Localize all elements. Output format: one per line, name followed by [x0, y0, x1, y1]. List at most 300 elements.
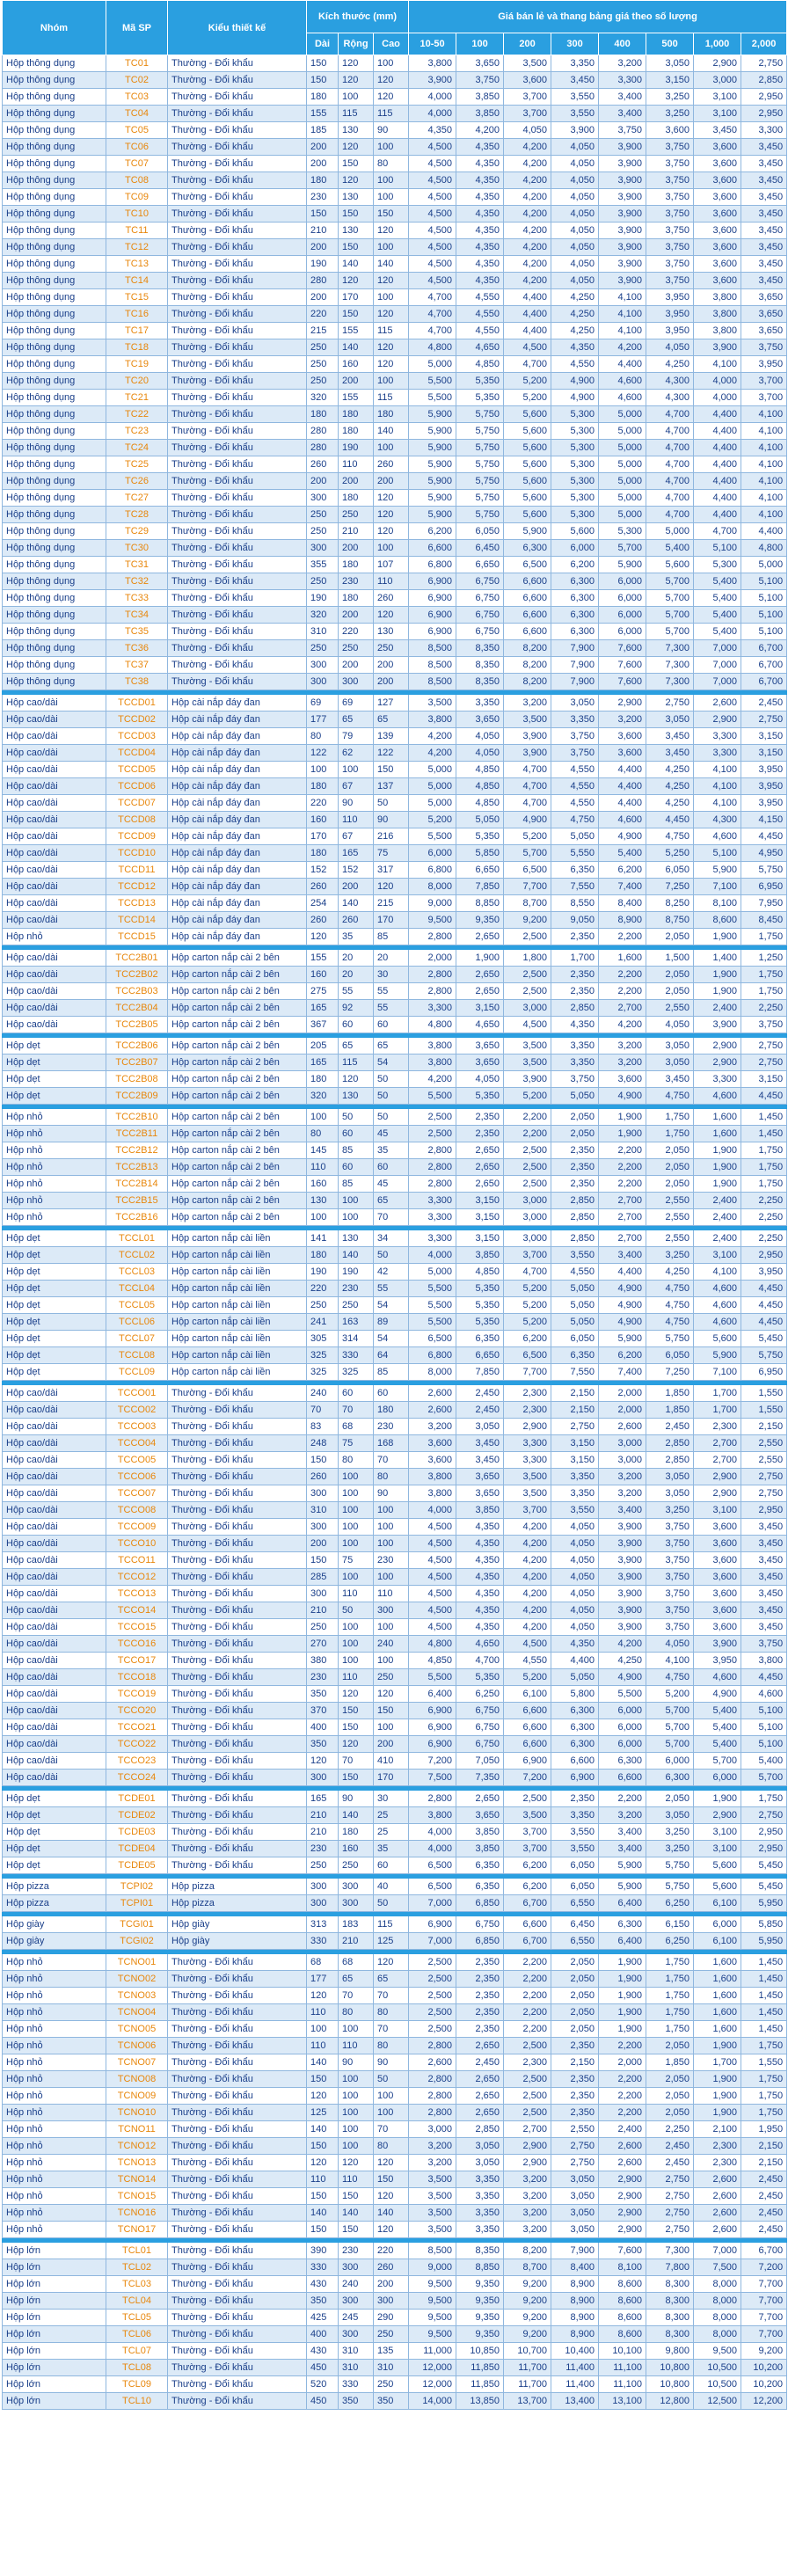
cell-price: 5,400	[694, 1736, 741, 1753]
cell-dimension: 260	[374, 590, 409, 607]
cell-price: 2,500	[409, 1988, 456, 2004]
cell-price: 2,300	[504, 1385, 551, 1402]
cell-price: 2,900	[599, 2222, 646, 2238]
cell-price: 11,700	[504, 2360, 551, 2376]
cell-price: 2,250	[741, 1193, 787, 1209]
cell-price: 5,600	[551, 523, 599, 540]
cell-price: 7,600	[599, 640, 646, 657]
cell-price: 4,700	[646, 440, 694, 456]
cell-price: 3,000	[599, 1452, 646, 1469]
cell-price: 2,350	[551, 1159, 599, 1176]
cell-dimension: 210	[339, 1933, 374, 1950]
cell-dimension: 183	[339, 1916, 374, 1933]
cell-price: 3,600	[599, 745, 646, 762]
cell-price: 3,150	[456, 1230, 504, 1247]
cell-price: 2,200	[504, 1126, 551, 1142]
cell-dimension: 55	[374, 1000, 409, 1017]
cell-price: 2,050	[551, 1126, 599, 1142]
cell-group: Hộp thông dụng	[3, 206, 106, 223]
cell-price: 4,600	[741, 1686, 787, 1703]
cell-code: TCCO09	[106, 1519, 168, 1536]
cell-dimension: 155	[307, 950, 339, 967]
cell-dimension: 100	[374, 139, 409, 156]
table-row	[3, 1435, 787, 1452]
cell-price: 5,300	[551, 490, 599, 507]
cell-price: 4,700	[646, 406, 694, 423]
cell-dimension: 250	[307, 1857, 339, 1874]
table-row	[3, 406, 787, 423]
cell-group: Hộp cao/dài	[3, 983, 106, 1000]
cell-dimension: 200	[307, 139, 339, 156]
cell-price: 2,200	[599, 2088, 646, 2105]
cell-price: 8,000	[694, 2276, 741, 2293]
cell-group: Hộp cao/dài	[3, 1586, 106, 1602]
cell-price: 6,600	[504, 573, 551, 590]
cell-price: 6,850	[456, 1895, 504, 1912]
cell-code: TC04	[106, 106, 168, 122]
cell-dimension: 310	[307, 624, 339, 640]
table-row	[3, 289, 787, 306]
cell-group: Hộp cao/dài	[3, 728, 106, 745]
table-row	[3, 523, 787, 540]
table-row	[3, 1619, 787, 1636]
cell-code: TC13	[106, 256, 168, 273]
cell-price: 2,750	[741, 1038, 787, 1054]
cell-price: 2,850	[456, 2121, 504, 2138]
cell-price: 4,200	[504, 1586, 551, 1602]
cell-dimension: 100	[339, 1569, 374, 1586]
cell-dimension: 150	[339, 2188, 374, 2205]
cell-price: 1,900	[694, 1176, 741, 1193]
cell-price: 3,950	[646, 289, 694, 306]
cell-dimension: 65	[374, 1038, 409, 1054]
cell-group: Hộp cao/dài	[3, 895, 106, 912]
cell-group: Hộp nhỏ	[3, 1142, 106, 1159]
table-row	[3, 1071, 787, 1088]
cell-design: Thường - Đổi khẩu	[168, 1736, 307, 1753]
table-row	[3, 1916, 787, 1933]
cell-price: 2,350	[551, 983, 599, 1000]
cell-price: 8,300	[646, 2276, 694, 2293]
cell-price: 3,700	[504, 1247, 551, 1264]
cell-price: 7,000	[694, 674, 741, 690]
cell-code: TCPI01	[106, 1895, 168, 1912]
cell-price: 6,350	[551, 1347, 599, 1364]
cell-price: 2,350	[551, 2038, 599, 2054]
cell-price: 8,900	[599, 912, 646, 929]
cell-price: 2,900	[599, 695, 646, 712]
cell-dimension: 180	[339, 557, 374, 573]
cell-dimension: 300	[307, 1895, 339, 1912]
cell-price: 3,750	[646, 1569, 694, 1586]
cell-price: 3,900	[599, 1586, 646, 1602]
cell-dimension: 220	[339, 624, 374, 640]
table-row	[3, 1281, 787, 1297]
cell-dimension: 180	[307, 1247, 339, 1264]
cell-group: Hộp pizza	[3, 1895, 106, 1912]
cell-price: 8,000	[409, 879, 456, 895]
cell-price: 2,350	[551, 1176, 599, 1193]
cell-group: Hộp giày	[3, 1916, 106, 1933]
cell-code: TCC2B04	[106, 1000, 168, 1017]
cell-design: Hộp cài nắp đáy đan	[168, 912, 307, 929]
cell-group: Hộp thông dụng	[3, 89, 106, 106]
cell-price: 5,200	[504, 373, 551, 390]
cell-dimension: 110	[374, 573, 409, 590]
cell-dimension: 170	[339, 289, 374, 306]
cell-price: 5,000	[409, 762, 456, 778]
cell-dimension: 250	[339, 1857, 374, 1874]
cell-price: 3,900	[599, 1552, 646, 1569]
cell-dimension: 20	[374, 950, 409, 967]
cell-dimension: 120	[374, 2222, 409, 2238]
cell-price: 8,200	[504, 674, 551, 690]
cell-price: 6,500	[504, 862, 551, 879]
cell-code: TCNO10	[106, 2105, 168, 2121]
cell-design: Thường - Đổi khẩu	[168, 2054, 307, 2071]
cell-dimension: 254	[307, 895, 339, 912]
cell-price: 3,750	[551, 745, 599, 762]
cell-design: Thường - Đổi khẩu	[168, 1954, 307, 1971]
table-row	[3, 1791, 787, 1807]
cell-price: 5,300	[551, 423, 599, 440]
header-design: Kiểu thiết kế	[168, 1, 307, 55]
cell-price: 2,050	[551, 1988, 599, 2004]
cell-price: 4,700	[646, 490, 694, 507]
cell-design: Thường - Đổi khẩu	[168, 2021, 307, 2038]
cell-price: 8,700	[504, 2259, 551, 2276]
cell-price: 10,800	[646, 2360, 694, 2376]
cell-group: Hộp cao/dài	[3, 1502, 106, 1519]
cell-dimension: 100	[374, 2088, 409, 2105]
cell-price: 4,300	[646, 373, 694, 390]
cell-code: TCCL08	[106, 1347, 168, 1364]
cell-code: TCCO01	[106, 1385, 168, 1402]
cell-price: 4,350	[456, 223, 504, 239]
cell-price: 7,200	[741, 2259, 787, 2276]
cell-price: 2,750	[741, 1054, 787, 1071]
cell-price: 3,450	[646, 745, 694, 762]
cell-price: 2,750	[741, 1485, 787, 1502]
cell-price: 4,100	[741, 507, 787, 523]
cell-price: 2,550	[646, 1000, 694, 1017]
cell-dimension: 250	[307, 523, 339, 540]
cell-price: 4,900	[694, 1686, 741, 1703]
cell-design: Hộp carton nắp cài 2 bên	[168, 967, 307, 983]
cell-dimension: 300	[307, 657, 339, 674]
cell-price: 2,800	[409, 983, 456, 1000]
cell-code: TCCL03	[106, 1264, 168, 1281]
cell-price: 5,900	[409, 423, 456, 440]
table-row	[3, 1586, 787, 1602]
cell-price: 2,000	[599, 1385, 646, 1402]
cell-price: 2,050	[551, 1954, 599, 1971]
cell-dimension: 300	[307, 1770, 339, 1786]
cell-code: TCL06	[106, 2326, 168, 2343]
cell-price: 3,550	[551, 106, 599, 122]
table-row	[3, 1385, 787, 1402]
cell-price: 5,500	[409, 373, 456, 390]
cell-price: 6,000	[599, 624, 646, 640]
cell-price: 3,550	[551, 1841, 599, 1857]
cell-price: 2,400	[694, 1000, 741, 1017]
cell-price: 1,900	[694, 2088, 741, 2105]
cell-price: 2,500	[409, 1954, 456, 1971]
cell-price: 5,100	[741, 1703, 787, 1719]
cell-price: 4,600	[599, 812, 646, 828]
cell-group: Hộp thông dụng	[3, 657, 106, 674]
cell-price: 4,700	[504, 1264, 551, 1281]
cell-code: TCCD01	[106, 695, 168, 712]
cell-price: 3,200	[599, 1054, 646, 1071]
cell-price: 2,500	[504, 983, 551, 1000]
cell-price: 4,350	[456, 1619, 504, 1636]
cell-code: TCCL01	[106, 1230, 168, 1247]
cell-price: 4,750	[551, 812, 599, 828]
cell-code: TCC2B10	[106, 1109, 168, 1126]
cell-price: 4,000	[409, 106, 456, 122]
cell-price: 4,250	[551, 306, 599, 323]
cell-price: 1,750	[646, 1109, 694, 1126]
cell-price: 3,350	[551, 1485, 599, 1502]
cell-design: Hộp carton nắp cài 2 bên	[168, 1109, 307, 1126]
cell-price: 5,700	[646, 1719, 694, 1736]
cell-price: 6,400	[599, 1933, 646, 1950]
cell-group: Hộp cao/dài	[3, 1402, 106, 1419]
cell-price: 6,000	[599, 590, 646, 607]
cell-design: Thường - Đổi khẩu	[168, 490, 307, 507]
table-row	[3, 573, 787, 590]
cell-dimension: 120	[374, 879, 409, 895]
cell-dimension: 260	[307, 879, 339, 895]
cell-group: Hộp lớn	[3, 2360, 106, 2376]
cell-price: 3,350	[551, 55, 599, 72]
cell-design: Thường - Đổi khẩu	[168, 523, 307, 540]
cell-price: 1,900	[694, 1159, 741, 1176]
cell-price: 1,450	[741, 2021, 787, 2038]
cell-price: 9,350	[456, 2310, 504, 2326]
cell-price: 5,750	[646, 1331, 694, 1347]
cell-dimension: 350	[307, 2293, 339, 2310]
cell-dimension: 150	[307, 206, 339, 223]
cell-price: 3,900	[599, 206, 646, 223]
cell-dimension: 80	[374, 1469, 409, 1485]
cell-group: Hộp thông dụng	[3, 72, 106, 89]
cell-dimension: 250	[374, 1669, 409, 1686]
cell-dimension: 180	[307, 1071, 339, 1088]
cell-group: Hộp thông dụng	[3, 573, 106, 590]
cell-price: 1,900	[599, 1109, 646, 1126]
cell-price: 6,000	[599, 573, 646, 590]
cell-price: 4,800	[409, 339, 456, 356]
cell-code: TC17	[106, 323, 168, 339]
cell-price: 2,900	[694, 1469, 741, 1485]
cell-price: 4,700	[646, 473, 694, 490]
cell-dimension: 60	[374, 1857, 409, 1874]
cell-code: TC14	[106, 273, 168, 289]
cell-dimension: 280	[307, 440, 339, 456]
cell-dimension: 317	[374, 862, 409, 879]
cell-price: 5,100	[741, 590, 787, 607]
cell-code: TC25	[106, 456, 168, 473]
cell-price: 4,100	[646, 1653, 694, 1669]
cell-group: Hộp cao/dài	[3, 778, 106, 795]
cell-dimension: 160	[307, 967, 339, 983]
cell-price: 3,900	[694, 339, 741, 356]
cell-price: 4,000	[694, 390, 741, 406]
cell-price: 4,050	[551, 1586, 599, 1602]
cell-price: 7,000	[409, 1895, 456, 1912]
cell-code: TCC2B11	[106, 1126, 168, 1142]
cell-price: 6,900	[409, 1916, 456, 1933]
cell-design: Thường - Đổi khẩu	[168, 2293, 307, 2310]
cell-price: 3,100	[694, 89, 741, 106]
cell-price: 6,200	[504, 1857, 551, 1874]
cell-price: 3,200	[504, 2171, 551, 2188]
cell-price: 3,000	[504, 1193, 551, 1209]
cell-price: 4,200	[409, 1071, 456, 1088]
cell-price: 3,250	[646, 1824, 694, 1841]
cell-price: 3,050	[646, 1469, 694, 1485]
cell-dimension: 50	[374, 1895, 409, 1912]
cell-price: 3,850	[456, 1841, 504, 1857]
cell-dimension: 150	[374, 2171, 409, 2188]
cell-dimension: 180	[374, 406, 409, 423]
cell-price: 3,950	[741, 762, 787, 778]
cell-group: Hộp thông dụng	[3, 456, 106, 473]
cell-price: 7,400	[599, 1364, 646, 1381]
cell-price: 2,450	[646, 1419, 694, 1435]
cell-group: Hộp cao/dài	[3, 712, 106, 728]
cell-price: 4,250	[646, 762, 694, 778]
cell-price: 3,750	[741, 1017, 787, 1033]
cell-design: Hộp cài nắp đáy đan	[168, 828, 307, 845]
cell-dimension: 120	[374, 607, 409, 624]
cell-dimension: 90	[374, 2054, 409, 2071]
cell-price: 4,900	[599, 1669, 646, 1686]
table-row	[3, 2259, 787, 2276]
cell-dimension: 165	[307, 1054, 339, 1071]
cell-dimension: 165	[339, 845, 374, 862]
cell-price: 1,400	[694, 950, 741, 967]
cell-price: 2,800	[409, 2038, 456, 2054]
cell-dimension: 65	[374, 712, 409, 728]
table-row	[3, 1536, 787, 1552]
cell-price: 3,750	[646, 239, 694, 256]
cell-price: 3,750	[646, 172, 694, 189]
cell-price: 2,500	[504, 1791, 551, 1807]
cell-price: 2,200	[599, 983, 646, 1000]
cell-price: 1,600	[694, 1971, 741, 1988]
cell-group: Hộp cao/dài	[3, 1419, 106, 1435]
cell-code: TCNO03	[106, 1988, 168, 2004]
cell-price: 4,250	[646, 778, 694, 795]
cell-price: 2,200	[599, 929, 646, 945]
cell-price: 6,350	[456, 1879, 504, 1895]
cell-price: 4,200	[599, 1636, 646, 1653]
cell-price: 3,150	[551, 1435, 599, 1452]
cell-price: 2,600	[409, 2054, 456, 2071]
cell-price: 4,000	[409, 1247, 456, 1264]
cell-price: 5,750	[646, 1857, 694, 1874]
cell-price: 3,200	[599, 712, 646, 728]
cell-dimension: 200	[374, 1736, 409, 1753]
cell-price: 5,700	[646, 1736, 694, 1753]
cell-price: 2,350	[551, 1142, 599, 1159]
cell-price: 6,950	[741, 1364, 787, 1381]
cell-price: 8,700	[504, 895, 551, 912]
table-row	[3, 1954, 787, 1971]
cell-group: Hộp cao/dài	[3, 1000, 106, 1017]
table-row	[3, 557, 787, 573]
cell-price: 4,900	[504, 812, 551, 828]
cell-dimension: 230	[339, 573, 374, 590]
table-row	[3, 2071, 787, 2088]
cell-price: 9,350	[456, 912, 504, 929]
cell-code: TCNO09	[106, 2088, 168, 2105]
cell-price: 3,000	[599, 1435, 646, 1452]
cell-dimension: 115	[339, 106, 374, 122]
table-row	[3, 2054, 787, 2071]
cell-price: 3,600	[694, 139, 741, 156]
cell-design: Hộp cài nắp đáy đan	[168, 895, 307, 912]
cell-price: 4,500	[504, 339, 551, 356]
cell-design: Thường - Đổi khẩu	[168, 2121, 307, 2138]
cell-dimension: 248	[307, 1435, 339, 1452]
cell-design: Hộp carton nắp cài 2 bên	[168, 1038, 307, 1054]
cell-price: 3,750	[599, 122, 646, 139]
table-row	[3, 206, 787, 223]
cell-dimension: 65	[374, 1193, 409, 1209]
cell-dimension: 245	[339, 2310, 374, 2326]
cell-price: 4,600	[694, 1314, 741, 1331]
cell-price: 2,050	[551, 1971, 599, 1988]
cell-group: Hộp nhỏ	[3, 929, 106, 945]
cell-group: Hộp nhỏ	[3, 2021, 106, 2038]
cell-group: Hộp thông dụng	[3, 339, 106, 356]
cell-price: 4,250	[551, 323, 599, 339]
cell-dimension: 120	[339, 273, 374, 289]
cell-price: 9,500	[409, 2276, 456, 2293]
cell-dimension: 85	[374, 1364, 409, 1381]
cell-dimension: 220	[307, 795, 339, 812]
cell-price: 4,100	[694, 1264, 741, 1281]
cell-price: 2,150	[741, 1419, 787, 1435]
cell-code: TCCD10	[106, 845, 168, 862]
cell-price: 4,200	[504, 1536, 551, 1552]
cell-price: 2,950	[741, 1247, 787, 1264]
cell-dimension: 230	[339, 2243, 374, 2259]
cell-dimension: 200	[307, 1536, 339, 1552]
cell-price: 6,900	[409, 1736, 456, 1753]
cell-dimension: 300	[339, 2293, 374, 2310]
cell-price: 5,050	[551, 1314, 599, 1331]
cell-dimension: 25	[374, 1824, 409, 1841]
cell-code: TCC2B09	[106, 1088, 168, 1105]
cell-design: Thường - Đổi khẩu	[168, 1469, 307, 1485]
cell-dimension: 240	[374, 1636, 409, 1653]
cell-dimension: 325	[307, 1364, 339, 1381]
cell-price: 3,200	[599, 1038, 646, 1054]
cell-group: Hộp cao/dài	[3, 1719, 106, 1736]
cell-price: 3,850	[456, 1502, 504, 1519]
cell-price: 3,900	[599, 223, 646, 239]
cell-design: Hộp cài nắp đáy đan	[168, 812, 307, 828]
cell-design: Thường - Đổi khẩu	[168, 1435, 307, 1452]
cell-design: Hộp carton nắp cài liền	[168, 1297, 307, 1314]
cell-price: 7,200	[504, 1770, 551, 1786]
cell-dimension: 280	[307, 273, 339, 289]
